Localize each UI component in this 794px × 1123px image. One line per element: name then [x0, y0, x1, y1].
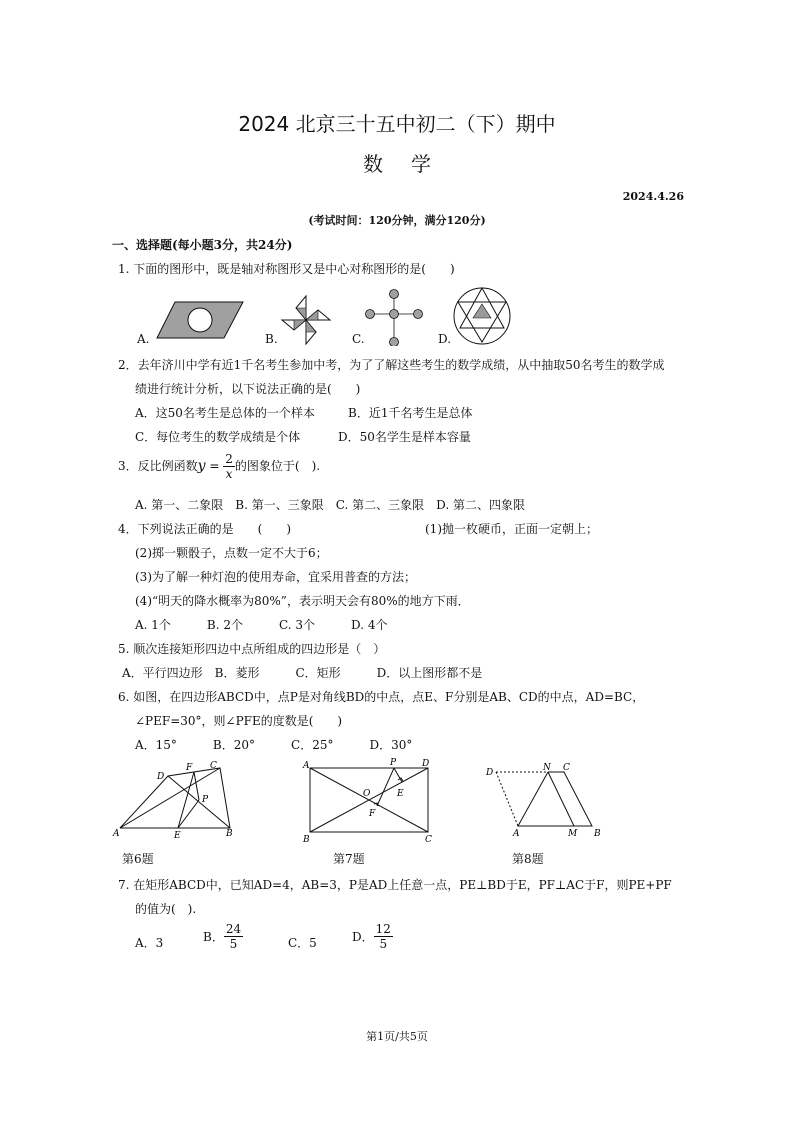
label-b: B: [594, 829, 601, 839]
label-c: C: [563, 763, 570, 773]
q3-fraction-numerator: 2: [225, 452, 233, 466]
q7-option-c: C．5: [288, 936, 317, 950]
label-a: A: [303, 761, 310, 771]
subject-title: 数学: [363, 152, 459, 176]
q1-option-b: B.: [265, 332, 278, 346]
q3-fraction-denominator: x: [225, 467, 233, 481]
q2-option-a: A．这50名考生是总体的一个样本: [135, 406, 315, 420]
label-a: A: [113, 829, 120, 839]
q7-option-d: [352, 922, 393, 951]
q2-line2: 绩进行统计分析，以下说法正确的是( ): [135, 382, 361, 396]
label-d: D: [422, 759, 430, 769]
label-p: P: [202, 795, 209, 805]
label-p: P: [390, 758, 397, 768]
q1-option-a: A.: [137, 332, 150, 346]
label-f: F: [186, 763, 193, 773]
q7-option-b-denominator: 5: [229, 937, 238, 951]
label-d: D: [486, 768, 494, 778]
q2-option-d: D．50名学生是样本容量: [338, 430, 471, 444]
label-b: B: [226, 829, 233, 839]
q1-stem: 1. 下面的图形中，既是轴对称图形又是中心对称图形的是( ): [118, 262, 455, 276]
q1-figure-a: [157, 302, 243, 338]
q7-option-b: [203, 922, 243, 951]
q7-option-d-label: D．: [352, 930, 374, 944]
q7-option-b-label: B．: [203, 930, 224, 944]
q1-option-figures: [130, 284, 540, 346]
label-n: N: [543, 763, 551, 773]
q4-stem: 4．下列说法正确的是 ( ): [118, 522, 291, 536]
figure-8-diagram: [496, 772, 592, 826]
q3-prefix: 3．反比例函数: [118, 459, 198, 473]
q2-line1: 2．去年济川中学有近1千名考生参加中考，为了了解这些考生的数学成绩，从中抽取50名考生的数学成: [118, 358, 665, 372]
label-o: O: [363, 789, 371, 799]
q4-item4: (4)“明天的降水概率为80%”，表示明天会有80%的地方下雨．: [135, 594, 470, 608]
q3-stem: [118, 452, 320, 481]
exam-info: (考试时间：120分钟，满分120分): [308, 214, 486, 227]
figure-row: [112, 756, 612, 850]
label-m: M: [568, 829, 578, 839]
q1-figure-b: [282, 296, 330, 344]
q3-fraction: [223, 452, 235, 481]
label-c: C: [210, 761, 217, 771]
page-footer: 第1页/共5页: [366, 1030, 428, 1043]
q4-item1: (1)抛一枚硬币，正面一定朝上；: [425, 522, 598, 536]
q5-options: A．平行四边形 B．菱形 C．矩形 D．以上图形都不是: [122, 666, 483, 680]
label-b: B: [303, 835, 310, 845]
q1-option-d: D.: [438, 332, 452, 346]
label-e: E: [174, 831, 181, 841]
label-c: C: [425, 835, 432, 845]
q7-option-d-fraction: [374, 922, 393, 951]
q2-option-c: C．每位考生的数学成绩是个体: [135, 430, 301, 444]
figure-6-diagram: [120, 768, 230, 828]
q1-option-c: C.: [352, 332, 365, 346]
label-e: E: [397, 789, 404, 799]
q6-line1: 6. 如图，在四边形ABCD中，点P是对角线BD的中点，点E、F分别是AB、CD的中点，AD=BC，: [118, 690, 645, 704]
q7-option-b-numerator: 24: [225, 922, 242, 936]
q7-option-a: A．3: [135, 936, 164, 950]
q4-options: A. 1个 B. 2个 C. 3个 D. 4个: [135, 618, 388, 632]
q7-line1: 7. 在矩形ABCD中，已知AD=4，AB=3，P是AD上任意一点，PE⊥BD于E，PF⊥AC于F，则PE+PF: [118, 878, 672, 892]
q6-options: A．15° B．20° C．25° D．30°: [135, 738, 413, 752]
q3-options: A. 第一、二象限 B. 第一、三象限 C. 第二、三象限 D. 第二、四象限: [135, 498, 525, 512]
section-heading: 一、选择题(每小题3分，共24分): [112, 238, 293, 252]
q7-option-d-denominator: 5: [379, 937, 388, 951]
q7-line2: 的值为( ).: [135, 902, 197, 916]
figure-7-caption: 第7题: [333, 852, 365, 866]
q1-figures: [130, 284, 540, 350]
label-f: F: [369, 809, 376, 819]
figure-8-caption: 第8题: [512, 852, 544, 866]
page-title: 2024 北京三十五中初二（下）期中: [238, 112, 556, 136]
q1-figure-c: [366, 290, 423, 347]
q5-stem: 5. 顺次连接矩形四边中点所组成的四边形是（ ）: [118, 642, 386, 656]
q1-figure-d: [454, 288, 510, 344]
figure-6-caption: 第6题: [122, 852, 154, 866]
label-d: D: [157, 772, 165, 782]
geometry-figures: [112, 756, 612, 846]
q6-line2: ∠PEF=30°，则∠PFE的度数是( ): [135, 714, 343, 728]
figure-6-labels: [112, 761, 233, 841]
label-a: A: [513, 829, 520, 839]
figure-8-labels: [485, 763, 601, 839]
q3-eq: =: [205, 459, 224, 473]
q3-suffix: 的图象位于( ).: [234, 459, 321, 473]
q2-option-b: B．近1千名考生是总体: [348, 406, 473, 420]
q4-item2: (2)掷一颗骰子，点数一定不大于6；: [135, 546, 328, 560]
q7-option-b-fraction: [224, 922, 243, 951]
q7-option-d-numerator: 12: [375, 922, 391, 936]
q3-y: y: [197, 458, 206, 474]
q4-item3: (3)为了解一种灯泡的使用寿命，宜采用普查的方法；: [135, 570, 417, 584]
exam-date: 2024.4.26: [622, 190, 684, 203]
figure-7-diagram: [310, 768, 428, 832]
